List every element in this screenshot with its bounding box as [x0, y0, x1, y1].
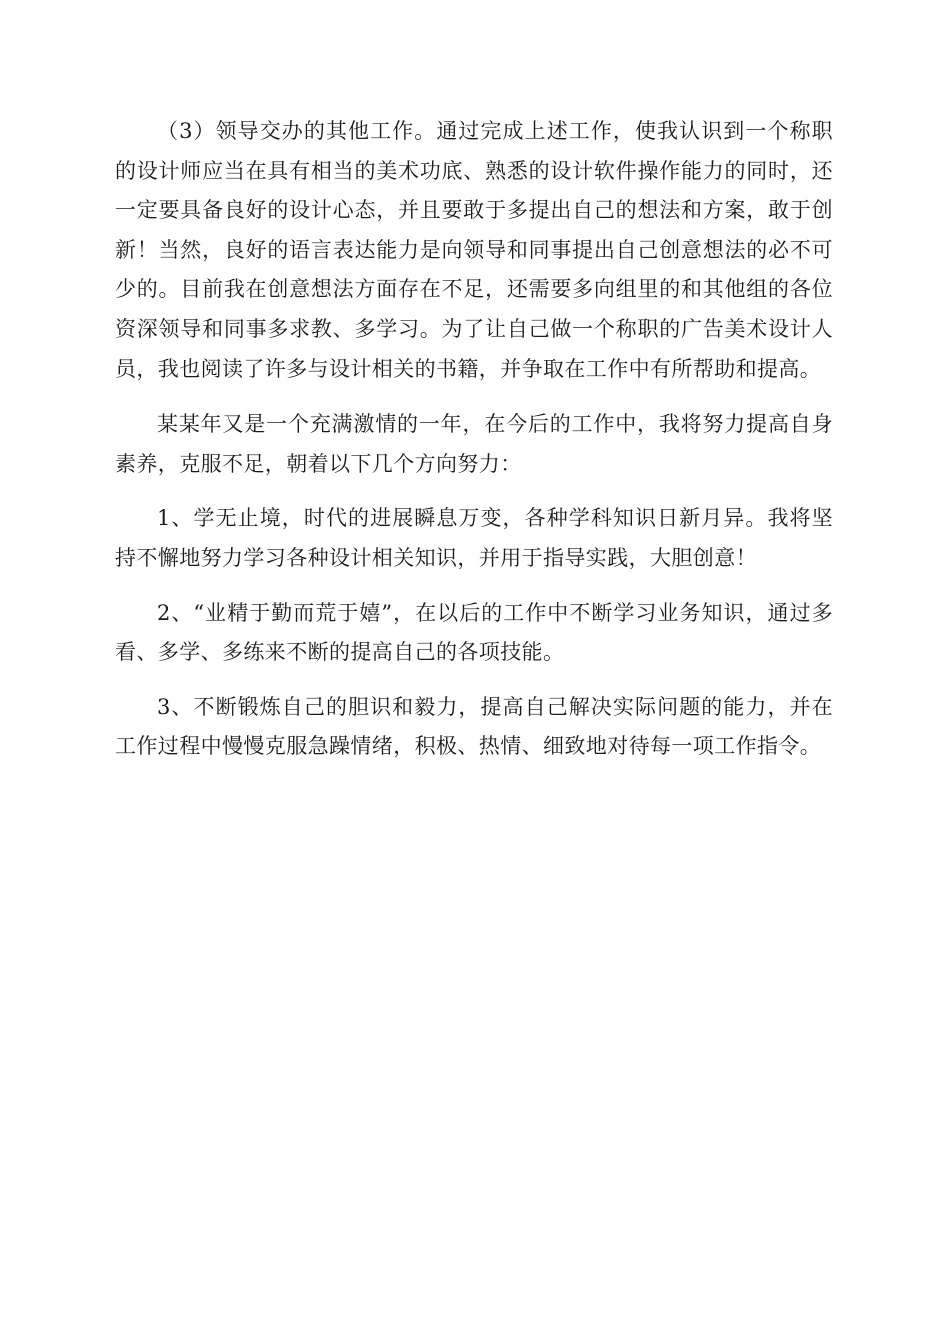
paragraph-goal-2: 2、“业精于勤而荒于嬉”，在以后的工作中不断学习业务知识，通过多看、多学、多练来不断的提高自己的各项技能。 — [115, 600, 833, 665]
document-body — [115, 112, 833, 782]
paragraph-goal-1: 1、学无止境，时代的进展瞬息万变，各种学科知识日新月异。我将坚持不懈地努力学习各种设计相关知识，并用于指导实践，大胆创意！ — [115, 506, 833, 570]
paragraph-goal-3: 3、不断锻炼自己的胆识和毅力，提高自己解决实际问题的能力，并在工作过程中慢慢克服急躁情绪，积极、热情、细致地对待每一项工作指令。 — [115, 694, 833, 759]
paragraph-other-work: （3）领导交办的其他工作。通过完成上述工作，使我认识到一个称职的设计师应当在具有相当的美术功底、熟悉的设计软件操作能力的同时，还一定要具备良好的设计心态，并且要敢于多提出自己的想法和方案，敢于创新！当然，良好的语言表达能力是向领导和同事提出自己创意想法的必不可少的。目前我在创意想法方面存在不足，还需要多向组里的和其他组的各位资深领导和同事多求教、多学习。为了让自己做一个称职的广告美术设计人员，我也阅读了许多与设计相关的书籍，并争取在工作中有所帮助和提高。 — [115, 119, 833, 381]
paragraph-outlook: 某某年又是一个充满激情的一年，在今后的工作中，我将努力提高自身素养，克服不足，朝着以下几个方向努力： — [115, 412, 833, 476]
